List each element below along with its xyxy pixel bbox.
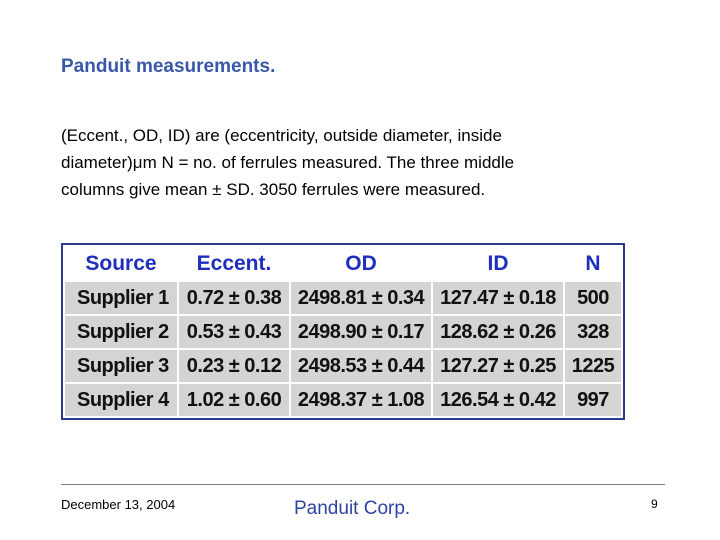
header-od: OD	[290, 246, 432, 281]
measurements-table	[61, 243, 625, 420]
cell-eccent: 0.53 ± 0.43	[178, 315, 290, 349]
table-row	[64, 281, 622, 315]
cell-id: 127.27 ± 0.25	[432, 349, 564, 383]
cell-od: 2498.37 ± 1.08	[290, 383, 432, 417]
cell-n: 997	[564, 383, 622, 417]
cell-od: 2498.81 ± 0.34	[290, 281, 432, 315]
cell-eccent: 0.23 ± 0.12	[178, 349, 290, 383]
header-n: N	[564, 246, 622, 281]
page-number: 9	[651, 497, 658, 511]
cell-n: 1225	[564, 349, 622, 383]
header-eccent: Eccent.	[178, 246, 290, 281]
cell-od: 2498.90 ± 0.17	[290, 315, 432, 349]
footer-date: December 13, 2004	[61, 497, 176, 512]
body-line: diameter)μm N = no. of ferrules measured. The three middle	[61, 153, 515, 172]
cell-od: 2498.53 ± 0.44	[290, 349, 432, 383]
cell-source: Supplier 4	[64, 383, 178, 417]
header-source: Source	[64, 246, 178, 281]
body-line: columns give mean ± SD. 3050 ferrules were measured.	[61, 180, 486, 199]
cell-id: 128.62 ± 0.26	[432, 315, 564, 349]
header-id: ID	[432, 246, 564, 281]
cell-n: 500	[564, 281, 622, 315]
slide-title: Panduit measurements.	[61, 56, 276, 77]
cell-eccent: 0.72 ± 0.38	[178, 281, 290, 315]
slide-body	[61, 122, 661, 203]
cell-n: 328	[564, 315, 622, 349]
cell-id: 126.54 ± 0.42	[432, 383, 564, 417]
cell-eccent: 1.02 ± 0.60	[178, 383, 290, 417]
cell-source: Supplier 3	[64, 349, 178, 383]
table-row	[64, 349, 622, 383]
body-line: (Eccent., OD, ID) are (eccentricity, outside diameter, inside	[61, 126, 502, 145]
table-row	[64, 315, 622, 349]
footer-divider	[61, 484, 665, 485]
table-row	[64, 383, 622, 417]
cell-source: Supplier 1	[64, 281, 178, 315]
table-header-row	[64, 246, 622, 281]
cell-id: 127.47 ± 0.18	[432, 281, 564, 315]
footer-company: Panduit Corp.	[294, 498, 411, 519]
cell-source: Supplier 2	[64, 315, 178, 349]
